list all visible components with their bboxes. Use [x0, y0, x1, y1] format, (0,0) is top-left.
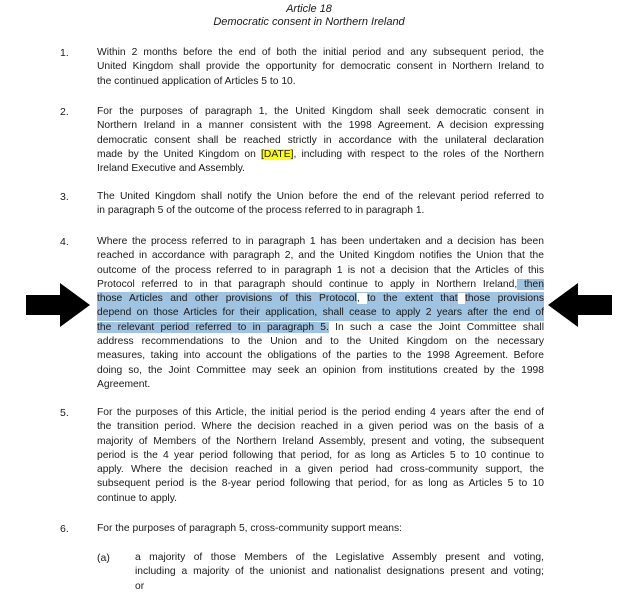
text-line: a majority of those Members of the Legislative Assembly present and voting,	[135, 552, 544, 563]
text-line: For the purposes of this Article, the initial period is the period ending 4 years after the end of	[97, 407, 544, 418]
text-line: For the purposes of paragraph 5, cross-community support means:	[97, 523, 403, 534]
date-placeholder: [DATE]	[261, 148, 294, 160]
text: made by the United Kingdom on	[97, 148, 262, 160]
highlighted-text: to the extent that	[367, 293, 458, 305]
highlighted-text: then	[517, 278, 544, 290]
arrow-right-icon	[26, 283, 90, 327]
text-line: The United Kingdom shall notify the Union before the end of the relevant period referred to	[97, 191, 544, 202]
paragraph-number: 6.	[60, 523, 69, 535]
text-line: continue to apply.	[97, 492, 177, 504]
text: ,	[356, 293, 368, 305]
highlighted-line: depend on those Articles for their application, shall cease to apply 2 years after the end of	[97, 306, 544, 320]
article-title: Democratic consent in Northern Ireland	[213, 16, 405, 28]
paragraph-number: 1.	[60, 47, 69, 59]
text-line: or	[135, 580, 145, 592]
text-line	[97, 278, 544, 292]
text-line: Where the process referred to in paragraph 1 has been undertaken and a decision has been	[97, 236, 544, 247]
text-line: the transition period. Where the decision reached in a given period was on the basis of a	[97, 421, 544, 433]
text-line: apply. Where the decision reached in a given period had cross-community support, the	[97, 464, 544, 476]
text-line	[97, 321, 544, 335]
text-line: outcome of the process referred to in paragraph 1 is not a decision that the Articles of this	[97, 264, 544, 276]
text-line: reached in accordance with paragraph 2, and the United Kingdom notifies the Union that the	[97, 250, 544, 262]
arrow-left-icon	[548, 283, 612, 327]
highlighted-text: those provisions	[465, 293, 544, 305]
highlighted-text: those Articles and other provisions of this Protocol	[97, 293, 357, 305]
highlighted-line	[97, 292, 544, 306]
paragraph-number: 4.	[60, 236, 69, 248]
paragraph-number: 2.	[60, 106, 69, 118]
text-line	[97, 148, 544, 162]
paragraph-number: 5.	[60, 407, 69, 419]
text-line: Within 2 months before the end of both the initial period and any subsequent period, the	[97, 47, 544, 58]
text-line: the continued application of Articles 5 to 10.	[97, 75, 296, 87]
text-line: subsequent period is the 8-year period following that period, for as long as Articles 5 to 10	[97, 478, 544, 490]
text: In such a case the Joint Committee shall	[328, 321, 544, 333]
paragraph-number: 3.	[60, 191, 69, 203]
text-line: including a majority of the unionist and nationalist designations present and voting;	[135, 566, 544, 578]
text-line: in paragraph 5 of the outcome of the process referred to in paragraph 1.	[97, 205, 425, 217]
highlighted-text: the relevant period referred to in paragraph 5.	[97, 321, 329, 333]
text-line: Northern Ireland in a manner consistent with the 1998 Agreement. A decision expressing	[97, 120, 544, 132]
text-line: Ireland Executive and Assembly.	[97, 163, 246, 175]
text-line: majority of Members of the Northern Ireland Assembly, present and voting, the subsequent	[97, 435, 544, 447]
text-line: For the purposes of paragraph 1, the United Kingdom shall seek democratic consent in	[97, 106, 544, 117]
text-line: measures, taking into account the obligations of the parties to the 1998 Agreement. Before	[97, 350, 544, 362]
text	[458, 293, 465, 304]
text: Protocol referred to in that paragraph should continue to apply in Northern Ireland,	[97, 278, 518, 290]
text-line: period is the 4 year period following that period, for as long as Articles 5 to 10 continue to	[97, 449, 544, 461]
text: , including with respect to the roles of the Northern	[293, 148, 545, 160]
text-line: address recommendations to the Union and to the United Kingdom on the necessary	[97, 336, 544, 348]
text-line: Agreement.	[97, 378, 151, 390]
text-line: democratic consent shall be reached strictly in accordance with the unilateral declaration	[97, 134, 544, 146]
article-number: Article 18	[286, 3, 332, 15]
text-line: United Kingdom shall provide the opportunity for democratic consent in Northern Ireland to	[97, 61, 544, 73]
subparagraph-label: (a)	[97, 552, 110, 564]
text-line: doing so, the Joint Committee may seek an opinion from institutions created by the 1998	[97, 364, 544, 376]
